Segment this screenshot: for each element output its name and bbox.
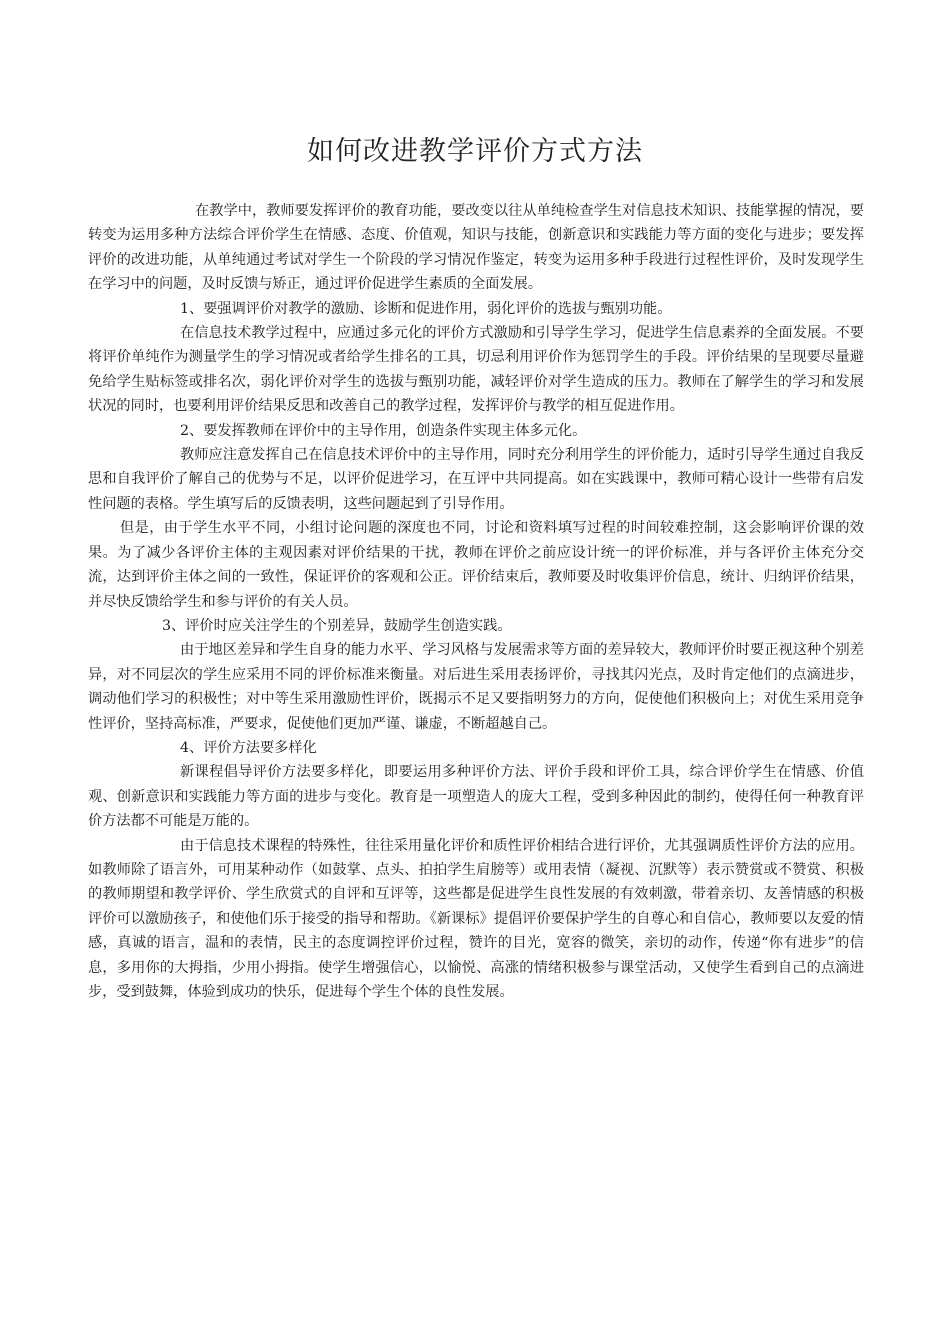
paragraph-intro: 在教学中，教师要发挥评价的教育功能，要改变以往从单纯检查学生对信息技术知识、技能掌握的情况，要转变为运用多种方法综合评价学生在情感、态度、价值观，知识与技能，创新意识和实践能力等方面的变化与进步；要发挥评价的改进功能，从单纯通过考试对学生一个阶段的学习情况作鉴定，转变为运用多种手段进行过程性评价，及时发现学生在学习中的问题，及时反馈与矫正，通过评价促进学生素质的全面发展。 — [88, 203, 864, 293]
heading-point-3: 3、评价时应关注学生的个别差异，鼓励学生创造实践。 — [162, 617, 512, 634]
document-title: 如何改进教学评价方式方法 — [307, 136, 643, 167]
heading-point-1: 1、要强调评价对教学的激励、诊断和促进作用，弱化评价的选拔与甄别功能。 — [180, 300, 672, 317]
heading-point-4: 4、评价方法要多样化 — [180, 739, 317, 756]
paragraph-point-1: 在信息技术教学过程中，应通过多元化的评价方式激励和引导学生学习，促进学生信息素养的全面发展。不要将评价单纯作为测量学生的学习情况或者给学生排名的工具，切忌利用评价作为惩罚学生的手段。评价结果的呈现要尽量避免给学生贴标签或排名次，弱化评价对学生的选拔与甄别功能，减轻评价对学生造成的压力。教师在了解学生的学习和发展状况的同时，也要利用评价结果反思和改善自己的教学过程，发挥评价与教学的相互促进作用。 — [88, 325, 864, 415]
paragraph-point-2b: 但是，由于学生水平不同，小组讨论问题的深度也不同，讨论和资料填写过程的时间较难控制，这会影响评价课的效果。为了减少各评价主体的主观因素对评价结果的干扰，教师在评价之前应设计统一的评价标准，并与各评价主体充分交流，达到评价主体之间的一致性，保证评价的客观和公正。评价结束后，教师要及时收集评价信息，统计、归纳评价结果，并尽快反馈给学生和参与评价的有关人员。 — [88, 520, 864, 610]
document-body — [88, 199, 864, 1004]
heading-point-2: 2、要发挥教师在评价中的主导作用，创造条件实现主体多元化。 — [180, 422, 587, 439]
paragraph-point-4a: 新课程倡导评价方法要多样化，即要运用多种评价方法、评价手段和评价工具，综合评价学生在情感、价值观、创新意识和实践能力等方面的进步与变化。教育是一项塑造人的庞大工程，受到多种因此的制约，使得任何一种教育评价方法都不可能是万能的。 — [88, 764, 864, 830]
paragraph-point-2a: 教师应注意发挥自己在信息技术评价中的主导作用，同时充分利用学生的评价能力，适时引导学生通过自我反思和自我评价了解自己的优势与不足，以评价促进学习，在互评中共同提高。如在实践课中，教师可精心设计一些带有启发性问题的表格。学生填写后的反馈表明，这些问题起到了引导作用。 — [88, 447, 864, 512]
paragraph-point-3: 由于地区差异和学生自身的能力水平、学习风格与发展需求等方面的差异较大，教师评价时要正视这种个别差异，对不同层次的学生应采用不同的评价标准来衡量。对后进生采用表扬评价，寻找其闪光点，及时肯定他们的点滴进步，调动他们学习的积极性；对中等生采用激励性评价，既揭示不足又要指明努力的方向，促使他们积极向上；对优生采用竞争性评价，坚持高标准，严要求，促使他们更加严谨、谦虚，不断超越自己。 — [88, 642, 864, 732]
paragraph-point-4b: 由于信息技术课程的特殊性，往往采用量化评价和质性评价相结合进行评价，尤其强调质性评价方法的应用。如教师除了语言外，可用某种动作（如鼓掌、点头、拍拍学生肩膀等）或用表情（凝视、沉默等）表示赞赏或不赞赏、积极的教师期望和教学评价、学生欣赏式的自评和互评等，这些都是促进学生良性发展的有效刺激，带着亲切、友善情感的积极评价可以激励孩子，和使他们乐于接受的指导和帮助。《新课标》提倡评价要保护学生的自尊心和自信心，教师要以友爱的情感，真诚的语言，温和的表情，民主的态度调控评价过程，赞许的目光，宽容的微笑，亲切的动作，传递“你有进步”的信息，多用你的大拇指，少用小拇指。使学生增强信心，以愉悦、高涨的情绪积极参与课堂活动，又使学生看到自己的点滴进步，受到鼓舞，体验到成功的快乐，促进每个学生个体的良性发展。 — [88, 837, 864, 1000]
